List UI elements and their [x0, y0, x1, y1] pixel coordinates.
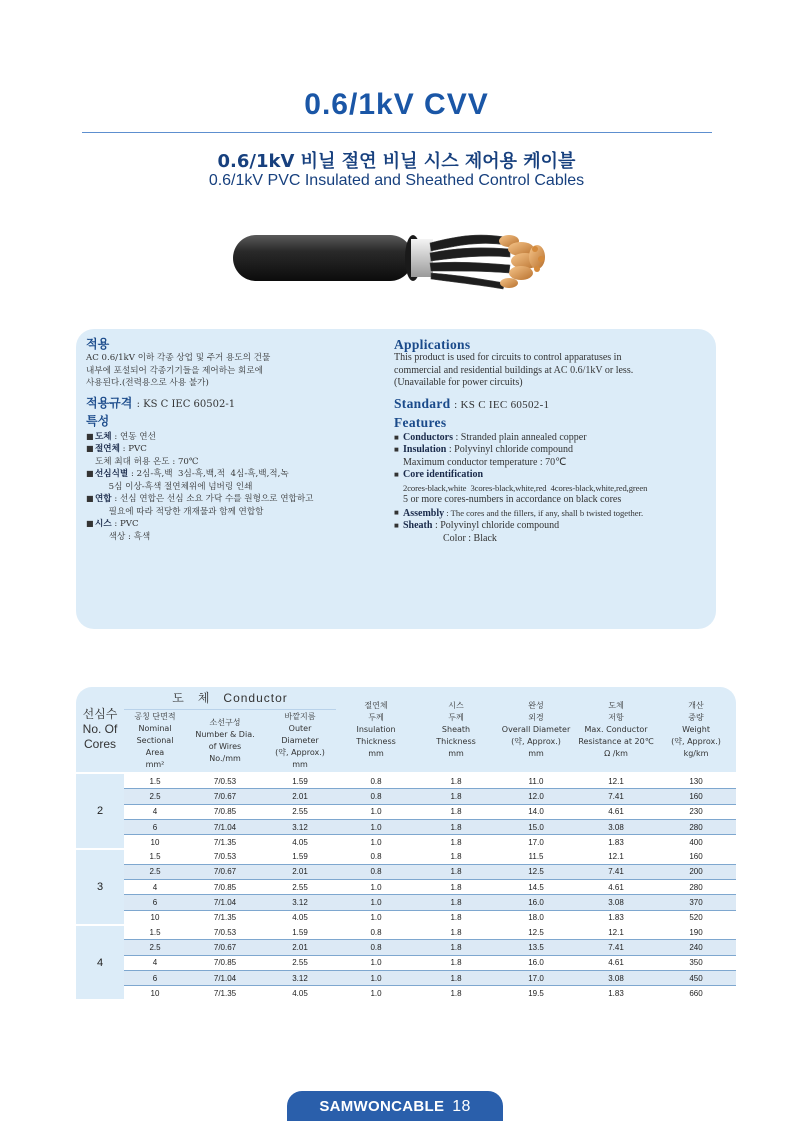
table-cell: 10 — [150, 913, 160, 923]
korean-column — [86, 337, 386, 543]
table-cell: 10 — [150, 837, 160, 847]
features-heading-en: Features — [394, 414, 447, 430]
table-cell: 1.8 — [416, 880, 496, 895]
table-row — [76, 835, 736, 850]
list-item: ■ Assembly : The cores and the fillers, if any, shall b twisted together. — [394, 507, 644, 519]
table-cell: 660 — [689, 988, 703, 998]
header-overall-diameter: 완성 외경 Overall Diameter (약, Approx.) mm — [496, 687, 576, 773]
table-row — [76, 910, 736, 925]
table-cell: 400 — [689, 837, 703, 847]
table-cell: 7/0.85 — [186, 955, 264, 970]
table-row — [76, 819, 736, 834]
table-cell: 4.61 — [576, 804, 656, 819]
table-cell: 1.8 — [416, 773, 496, 789]
table-cell: 16.0 — [496, 895, 576, 910]
table-cell: 130 — [656, 773, 736, 789]
table-cell: 1.0 — [336, 970, 416, 985]
header-sheath: 시스 두께 Sheath Thickness mm — [416, 687, 496, 773]
table-cell: 1.83 — [608, 913, 624, 923]
table-cell: 13.5 — [496, 940, 576, 955]
table-cell: 7/0.67 — [186, 789, 264, 804]
table-row — [76, 955, 736, 970]
table-row — [76, 804, 736, 819]
table-cell: 7/0.85 — [186, 880, 264, 895]
table-cell: 1.8 — [416, 955, 496, 970]
table-cell: 14.5 — [496, 880, 576, 895]
table-cell: 7/0.85 — [186, 804, 264, 819]
table-cell: 3.12 — [264, 970, 336, 985]
table-row — [76, 880, 736, 895]
title-divider — [82, 132, 712, 133]
table-cell: 1.0 — [370, 988, 382, 998]
table-cell: 2.01 — [264, 789, 336, 804]
table-cell: 1.8 — [450, 988, 462, 998]
table-cell: 19.5 — [528, 988, 544, 998]
table-cell: 2.01 — [264, 940, 336, 955]
table-cell: 7.41 — [576, 789, 656, 804]
table-row — [76, 864, 736, 879]
header-conductor: 도 체 Conductor — [124, 687, 336, 710]
table-cell: 1.83 — [608, 988, 624, 998]
table-cell: 6 — [124, 895, 186, 910]
table-cell: 1.8 — [416, 895, 496, 910]
table-cell: 10 — [150, 988, 160, 998]
table-cell: 4.05 — [292, 913, 308, 923]
table-cell: 14.0 — [496, 804, 576, 819]
table-row — [76, 789, 736, 804]
table-cell: 0.8 — [336, 925, 416, 940]
table-cell: 1.5 — [124, 925, 186, 940]
table-row — [76, 940, 736, 955]
table-cell: 2.5 — [124, 864, 186, 879]
table-cell: 7.41 — [576, 940, 656, 955]
features-list-ko — [86, 431, 386, 544]
table-cell: 1.8 — [416, 940, 496, 955]
table-cell: 1.8 — [416, 849, 496, 864]
standard-label-ko: 적용규격 — [86, 395, 133, 410]
table-cell: 1.8 — [450, 837, 462, 847]
list-item: 2cores-black,white 3cores-black,white,red 4cores-black,white,red,green — [403, 482, 648, 493]
table-cell: 1.0 — [336, 804, 416, 819]
header-outer-diameter: 바깥지름 Outer Diameter (약, Approx.) mm — [264, 710, 336, 774]
table-cell: 1.8 — [416, 864, 496, 879]
standard-heading-ko — [86, 396, 386, 412]
table-cell: 1.8 — [416, 970, 496, 985]
table-cell: 11.5 — [496, 849, 576, 864]
table-cell: 520 — [689, 913, 703, 923]
header-area: 공칭 단면적 Nominal Sectional Area mm² — [124, 710, 186, 774]
header-cores: 선심수 No. Of Cores — [76, 687, 124, 773]
table-cell: 12.1 — [576, 849, 656, 864]
table-cell: 7/0.67 — [186, 864, 264, 879]
features-heading-ko: 특성 — [86, 413, 110, 428]
table-cell: 1.59 — [264, 925, 336, 940]
list-item: ■ Conductors : Stranded plain annealed copper — [394, 431, 587, 443]
table-cell: 7/1.04 — [186, 895, 264, 910]
table-cell: 7/1.04 — [186, 819, 264, 834]
table-cell: 12.1 — [576, 925, 656, 940]
info-panel — [76, 329, 716, 629]
table-cell: 1.5 — [124, 849, 186, 864]
standard-value-ko: : KS C IEC 60502-1 — [136, 398, 236, 410]
list-item: ■ 시스 : PVC 색상 : 흑색 — [86, 519, 151, 542]
table-row — [76, 986, 736, 1001]
table-cell: 3.08 — [576, 895, 656, 910]
list-item: ■ 선심식별 : 2심-흑,백 3심-흑,백,적 4심-흑,백,적,녹 5심 이상-흑색 절연체위에 넘버링 인쇄 — [86, 469, 289, 492]
subtitle-english: 0.6/1kV PVC Insulated and Sheathed Control Cables — [208, 172, 585, 189]
table-cell: 1.0 — [336, 880, 416, 895]
table-cell: 1.59 — [264, 773, 336, 789]
table-cell: 3.08 — [576, 970, 656, 985]
features-list-en — [394, 432, 710, 546]
table-cell: 2.55 — [264, 955, 336, 970]
table-cell: 3.12 — [264, 895, 336, 910]
standard-value-en: : KS C IEC 60502-1 — [454, 398, 550, 411]
list-item: ■ 연합 : 선심 연합은 선심 소요 가닥 수를 원형으로 연합하고 필요에 따라 적당한 개재물과 함께 연합함 — [86, 494, 314, 517]
list-item: ■ Sheath : Polyvinyl chloride compound Color : Black — [394, 520, 560, 544]
table-cell: 0.8 — [336, 849, 416, 864]
footer-brand: SAMWONCABLE — [319, 1098, 445, 1115]
table-cell: 0.8 — [336, 773, 416, 789]
table-cell: 7/1.35 — [213, 988, 237, 998]
table-cell: 1.83 — [608, 837, 624, 847]
application-heading-ko: 적용 — [86, 337, 110, 351]
table-cell: 7/1.04 — [186, 970, 264, 985]
table-cell: 4 — [124, 955, 186, 970]
table-cell: 12.0 — [496, 789, 576, 804]
table-cell: 2.5 — [124, 789, 186, 804]
list-item: ■ 도체 : 연동 연선 — [86, 431, 156, 442]
table-cell: 190 — [656, 925, 736, 940]
table-cell: 2.01 — [264, 864, 336, 879]
table-row — [76, 925, 736, 940]
footer-badge — [287, 1091, 503, 1121]
table-cell: 240 — [656, 940, 736, 955]
table-cell: 370 — [656, 895, 736, 910]
table-cell: 12.5 — [496, 925, 576, 940]
table-cell: 7/1.35 — [213, 913, 237, 923]
table-cell: 0.8 — [336, 789, 416, 804]
table-cell: 1.8 — [416, 804, 496, 819]
table-cell: 1.8 — [416, 789, 496, 804]
table-cell: 17.0 — [496, 970, 576, 985]
table-cell: 12.1 — [576, 773, 656, 789]
table-cell: 450 — [656, 970, 736, 985]
table-cell: 4.61 — [576, 955, 656, 970]
table-cell: 7/0.53 — [186, 849, 264, 864]
header-insulation: 절연체 두께 Insulation Thickness mm — [336, 687, 416, 773]
list-item: ■ Core identification — [394, 469, 484, 480]
table-cell: 17.0 — [528, 837, 544, 847]
cores-cell: 4 — [76, 925, 124, 1000]
table-cell: 7/0.53 — [186, 773, 264, 789]
table-cell: 4 — [124, 880, 186, 895]
table-cell: 160 — [656, 849, 736, 864]
table-cell: 350 — [656, 955, 736, 970]
table-cell: 160 — [656, 789, 736, 804]
english-column — [394, 337, 710, 545]
table-cell: 4.05 — [292, 837, 308, 847]
table-row — [76, 849, 736, 864]
table-cell: 7/0.67 — [186, 940, 264, 955]
table-cell: 3.12 — [264, 819, 336, 834]
table-cell: 1.0 — [336, 819, 416, 834]
table-cell: 2.55 — [264, 880, 336, 895]
table-cell: 280 — [656, 819, 736, 834]
table-row — [76, 773, 736, 789]
table-cell: 12.5 — [496, 864, 576, 879]
table-cell: 1.0 — [336, 895, 416, 910]
cores-cell: 2 — [76, 773, 124, 849]
cable-image — [225, 225, 555, 295]
table-cell: 3.08 — [576, 819, 656, 834]
table-cell: 0.8 — [336, 864, 416, 879]
page-title: 0.6/1kV CVV — [304, 88, 489, 121]
table-cell: 2.5 — [124, 940, 186, 955]
table-cell: 230 — [656, 804, 736, 819]
table-cell: 11.0 — [496, 773, 576, 789]
standard-heading-en — [394, 396, 710, 413]
subtitle-korean: 0.6/1kV 비닐 절연 비닐 시스 제어용 케이블 — [217, 151, 576, 172]
table-cell: 16.0 — [496, 955, 576, 970]
list-item: ■ 절연체 : PVC 도체 최대 허용 온도 : 70℃ — [86, 444, 199, 467]
table-cell: 280 — [656, 880, 736, 895]
table-cell: 1.5 — [124, 773, 186, 789]
table-row — [76, 970, 736, 985]
header-weight: 개산 중량 Weight (약, Approx.) kg/km — [656, 687, 736, 773]
table-cell: 7.41 — [576, 864, 656, 879]
table-cell: 7/0.53 — [186, 925, 264, 940]
standard-label-en: Standard — [394, 395, 451, 411]
application-text-ko: AC 0.6/1kV 이하 각종 상업 및 주거 용도의 건물 내부에 포설되어 각종기기들을 제어하는 회로에 사용된다.(전력용으로 사용 불가) — [86, 353, 271, 388]
table-cell: 2.55 — [264, 804, 336, 819]
table-cell: 4.61 — [576, 880, 656, 895]
list-item: ■ Insulation : Polyvinyl chloride compound Maximum conductor temperature : 70℃ — [394, 444, 574, 468]
table-cell: 4.05 — [292, 988, 308, 998]
page-number: 18 — [452, 1098, 471, 1115]
spec-table-body — [76, 773, 736, 1000]
table-cell: 1.8 — [416, 819, 496, 834]
table-cell: 6 — [124, 970, 186, 985]
table-cell: 0.8 — [336, 940, 416, 955]
header-wires: 소선구성 Number & Dia. of Wires No./mm — [186, 710, 264, 774]
table-cell: 6 — [124, 819, 186, 834]
table-cell: 1.59 — [264, 849, 336, 864]
table-cell: 1.0 — [370, 837, 382, 847]
application-heading-en: Applications — [394, 337, 471, 352]
table-cell: 1.8 — [416, 925, 496, 940]
table-cell: 200 — [656, 864, 736, 879]
cores-cell: 3 — [76, 849, 124, 924]
table-row — [76, 895, 736, 910]
application-text-en: This product is used for circuits to control apparatuses in commercial and residential buildings at AC 0.6/1kV or less. (Unavailable for power circuits) — [394, 352, 634, 388]
table-cell: 1.8 — [450, 913, 462, 923]
table-cell: 7/1.35 — [213, 837, 237, 847]
spec-table — [76, 687, 736, 1001]
table-cell: 4 — [124, 804, 186, 819]
list-item: 5 or more cores-numbers in accordance on black cores — [403, 494, 622, 505]
table-cell: 1.0 — [336, 955, 416, 970]
table-cell: 1.0 — [370, 913, 382, 923]
header-resistance: 도체 저항 Max. Conductor Resistance at 20℃ Ω /km — [576, 687, 656, 773]
table-cell: 18.0 — [528, 913, 544, 923]
table-cell: 15.0 — [496, 819, 576, 834]
